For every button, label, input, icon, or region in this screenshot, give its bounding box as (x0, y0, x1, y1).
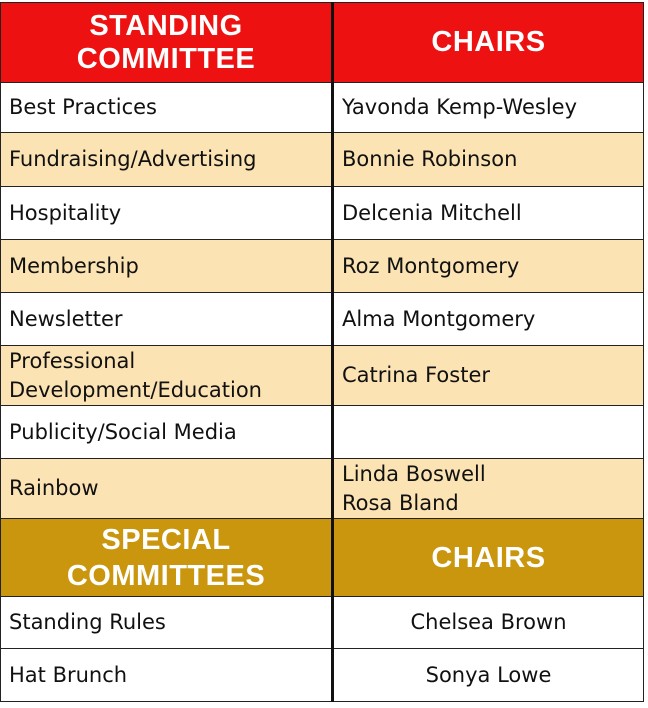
standing-header-row (1, 3, 644, 83)
committee-cell: Membership (1, 240, 333, 293)
table-row (1, 406, 644, 459)
committee-cell: Newsletter (1, 293, 333, 346)
table-row (1, 597, 644, 649)
standing-header-line1: STANDING (89, 9, 243, 42)
table-row (1, 293, 644, 346)
table-row (1, 133, 644, 187)
table-row (1, 240, 644, 293)
chair-cell: Yavonda Kemp-Wesley (333, 83, 644, 133)
committee-cell: Standing Rules (1, 597, 333, 649)
chair-cell: Roz Montgomery (333, 240, 644, 293)
chair-cell: Alma Montgomery (333, 293, 644, 346)
committee-line: Development/Education (9, 377, 262, 402)
table-row (1, 346, 644, 406)
standing-chairs-header: CHAIRS (333, 3, 644, 83)
special-header-row (1, 519, 644, 597)
chair-line: Rosa Bland (342, 490, 459, 515)
special-committees-header (1, 519, 333, 597)
chair-cell: Delcenia Mitchell (333, 187, 644, 240)
chair-line: Linda Boswell (342, 461, 486, 486)
chair-cell: Sonya Lowe (333, 649, 644, 702)
committee-line: Professional (9, 348, 136, 373)
special-header-line2: COMMITTEES (66, 559, 266, 592)
committee-cell (1, 346, 333, 406)
standing-header-line2: COMMITTEE (76, 42, 256, 75)
chair-cell (333, 406, 644, 459)
special-chairs-header: CHAIRS (333, 519, 644, 597)
table-row (1, 649, 644, 702)
chair-cell (333, 459, 644, 519)
committee-cell: Hospitality (1, 187, 333, 240)
chair-cell: Catrina Foster (333, 346, 644, 406)
standing-committee-header (1, 3, 333, 83)
special-header-line1: SPECIAL (101, 523, 231, 556)
table-row (1, 459, 644, 519)
chair-cell: Bonnie Robinson (333, 133, 644, 187)
committee-cell: Publicity/Social Media (1, 406, 333, 459)
committee-cell: Hat Brunch (1, 649, 333, 702)
committees-table (0, 2, 644, 702)
table-row (1, 187, 644, 240)
committee-cell: Fundraising/Advertising (1, 133, 333, 187)
chair-cell: Chelsea Brown (333, 597, 644, 649)
committee-cell: Best Practices (1, 83, 333, 133)
committee-cell: Rainbow (1, 459, 333, 519)
table-row (1, 83, 644, 133)
